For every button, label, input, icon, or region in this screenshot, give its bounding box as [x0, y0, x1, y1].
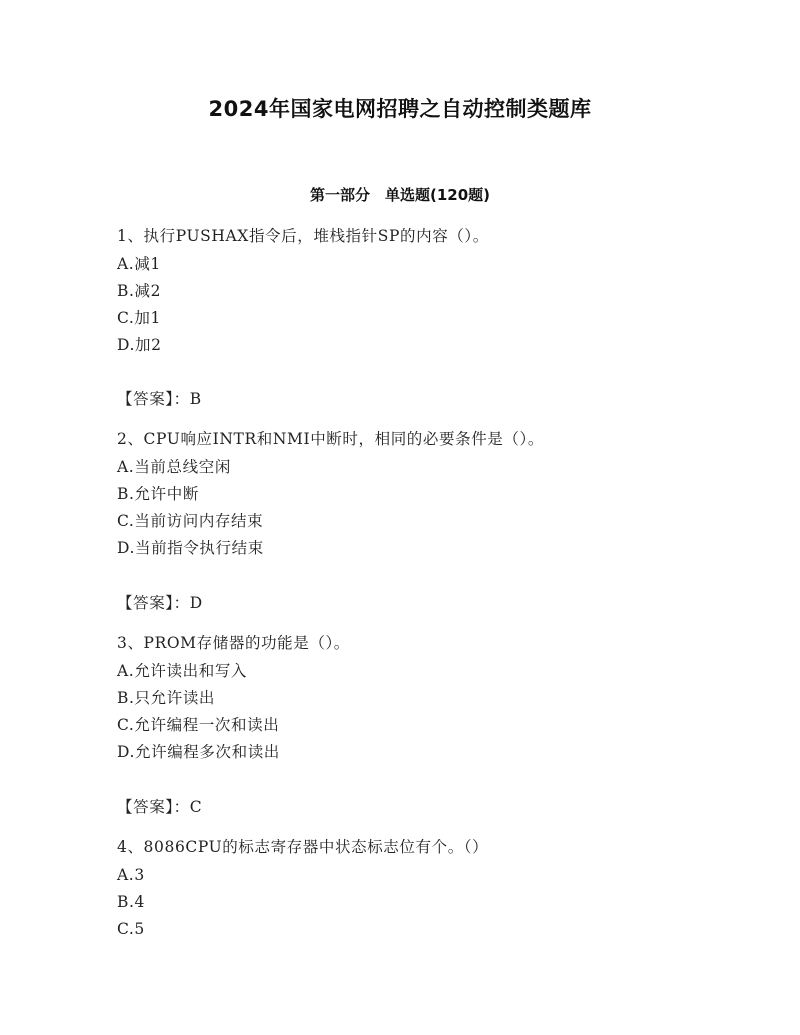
question-1-option-a: A.减1 — [117, 255, 161, 273]
question-1-option-b: B.减2 — [117, 282, 162, 300]
question-1-option-c: C.加1 — [117, 309, 161, 327]
question-1-stem: 1、执行PUSHAX指令后，堆栈指针SP的内容（）。 — [117, 227, 489, 245]
question-4-option-b: B.4 — [117, 893, 145, 911]
question-3-option-d: D.允许编程多次和读出 — [117, 743, 280, 761]
question-3-option-a: A.允许读出和写入 — [117, 662, 248, 680]
document-title: 2024年国家电网招聘之自动控制类题库 — [208, 97, 592, 121]
question-2-answer: 【答案】：D — [117, 594, 203, 612]
section-heading: 第一部分 单选题(120题) — [309, 186, 491, 204]
question-2-option-a: A.当前总线空闲 — [117, 458, 231, 476]
question-2-option-b: B.允许中断 — [117, 485, 199, 503]
question-1-answer: 【答案】：B — [117, 390, 202, 408]
question-3-stem: 3、PROM存储器的功能是（）。 — [117, 634, 350, 652]
question-3-option-b: B.只允许读出 — [117, 689, 216, 707]
question-4-option-a: A.3 — [117, 866, 145, 884]
question-4-option-c: C.5 — [117, 920, 145, 938]
question-3-answer: 【答案】：C — [117, 798, 203, 816]
question-1-option-d: D.加2 — [117, 336, 162, 354]
question-3-option-c: C.允许编程一次和读出 — [117, 716, 280, 734]
question-2-option-c: C.当前访问内存结束 — [117, 512, 264, 530]
question-2-option-d: D.当前指令执行结束 — [117, 539, 264, 557]
question-4-stem: 4、8086CPU的标志寄存器中状态标志位有个。（） — [117, 838, 489, 856]
question-2-stem: 2、CPU响应INTR和NMI中断时，相同的必要条件是（）。 — [117, 430, 544, 448]
